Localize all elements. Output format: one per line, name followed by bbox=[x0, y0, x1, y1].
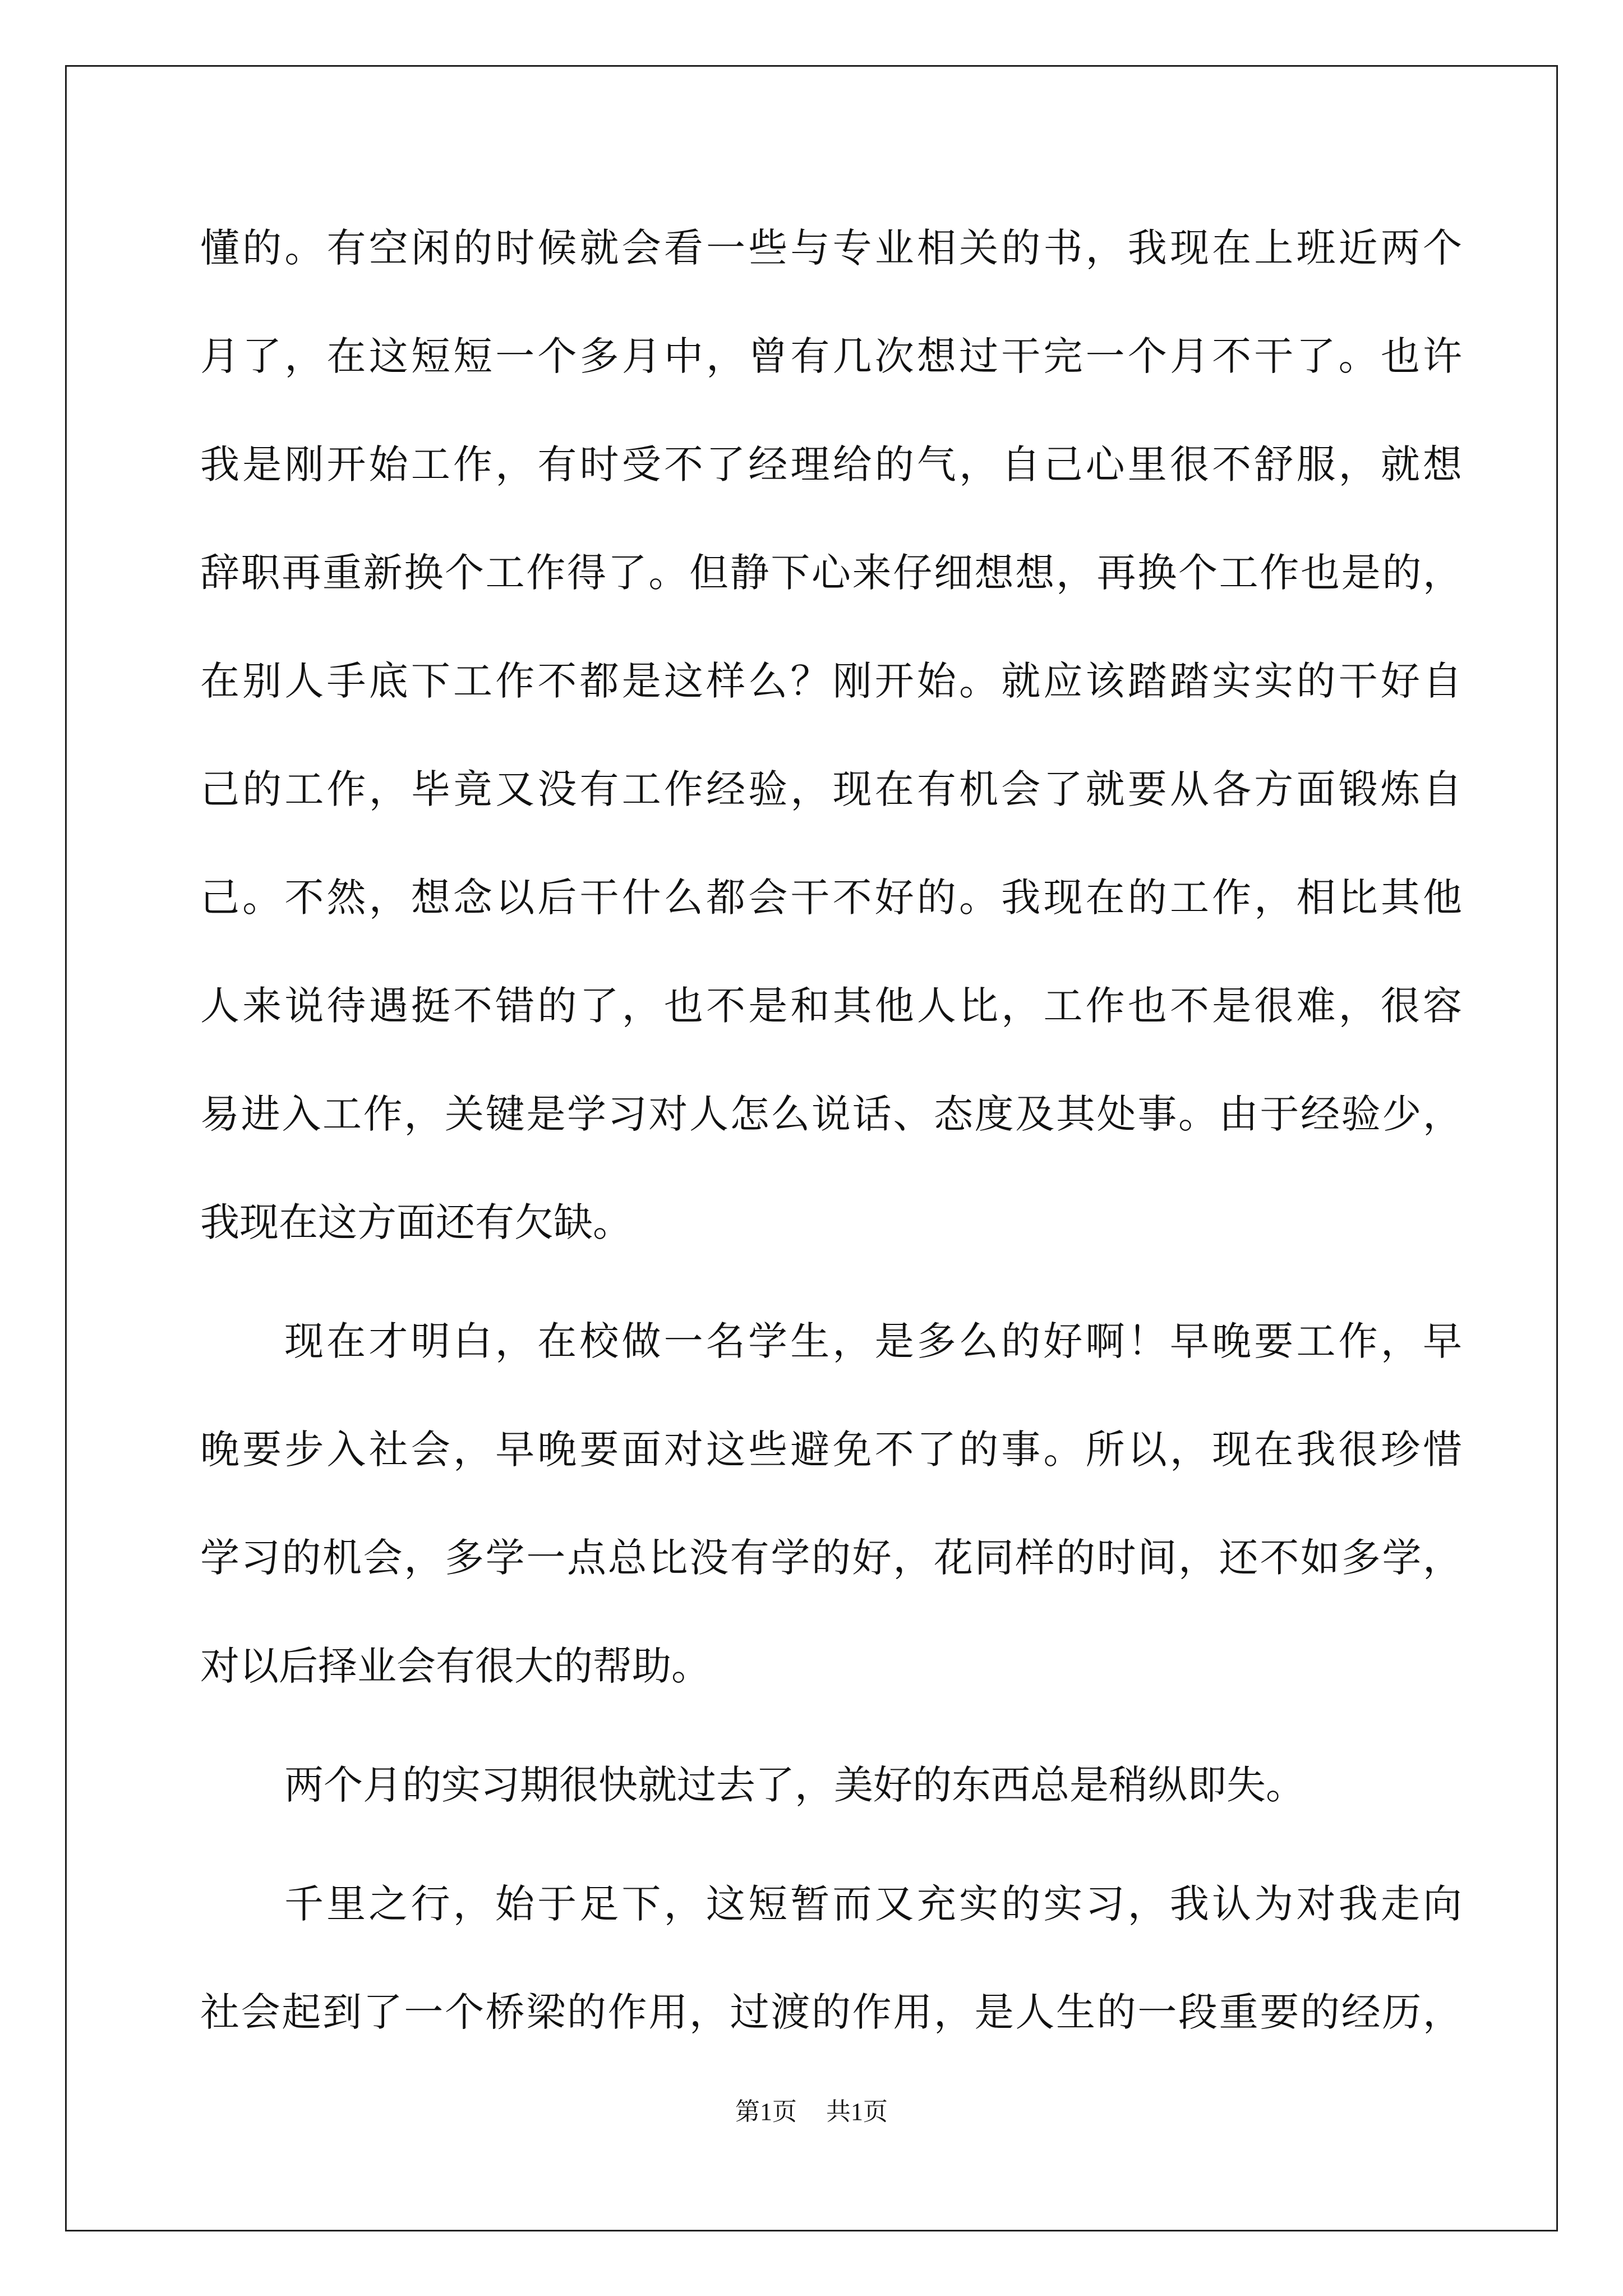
text-line: 易进入工作，关键是学习对人怎么说话、态度及其处事。由于经验少， bbox=[200, 1091, 1462, 1137]
text-line: 对以后择业会有很大的帮助。 bbox=[200, 1643, 711, 1689]
paragraph-first-line: 现在才明白，在校做一名学生，是多么的好啊！早晚要工作，早 bbox=[284, 1318, 1462, 1364]
text-line: 在别人手底下工作不都是这样么？刚开始。就应该踏踏实实的干好自 bbox=[200, 658, 1462, 704]
text-line: 我现在这方面还有欠缺。 bbox=[200, 1199, 632, 1245]
text-line: 己的工作，毕竟又没有工作经验，现在有机会了就要从各方面锻炼自 bbox=[200, 766, 1462, 812]
paragraph-first-line: 两个月的实习期很快就过去了，美好的东西总是稍纵即失。 bbox=[284, 1762, 1305, 1808]
paragraph-first-line: 千里之行，始于足下，这短暂而又充实的实习，我认为对我走向 bbox=[284, 1881, 1462, 1927]
text-line: 辞职再重新换个工作得了。但静下心来仔细想想，再换个工作也是的， bbox=[200, 550, 1462, 596]
document-body bbox=[200, 220, 1462, 2092]
text-line: 社会起到了一个桥梁的作用，过渡的作用，是人生的一段重要的经历， bbox=[200, 1989, 1462, 2035]
text-line: 己。不然，想念以后干什么都会干不好的。我现在的工作，相比其他 bbox=[200, 875, 1462, 921]
text-line: 月了，在这短短一个多月中，曾有几次想过干完一个月不干了。也许 bbox=[200, 333, 1462, 379]
text-line: 我是刚开始工作，有时受不了经理给的气，自己心里很不舒服，就想 bbox=[200, 441, 1462, 487]
page-number: 第1页 bbox=[735, 2098, 797, 2125]
text-line: 人来说待遇挺不错的了，也不是和其他人比，工作也不是很难，很容 bbox=[200, 983, 1462, 1029]
text-line: 懂的。有空闲的时候就会看一些与专业相关的书，我现在上班近两个 bbox=[200, 225, 1462, 271]
text-line: 晚要步入社会，早晚要面对这些避免不了的事。所以，现在我很珍惜 bbox=[200, 1427, 1462, 1473]
page-total: 共1页 bbox=[826, 2098, 888, 2125]
text-line: 学习的机会，多学一点总比没有学的好，花同样的时间，还不如多学， bbox=[200, 1535, 1462, 1581]
page-footer bbox=[0, 2095, 1623, 2129]
